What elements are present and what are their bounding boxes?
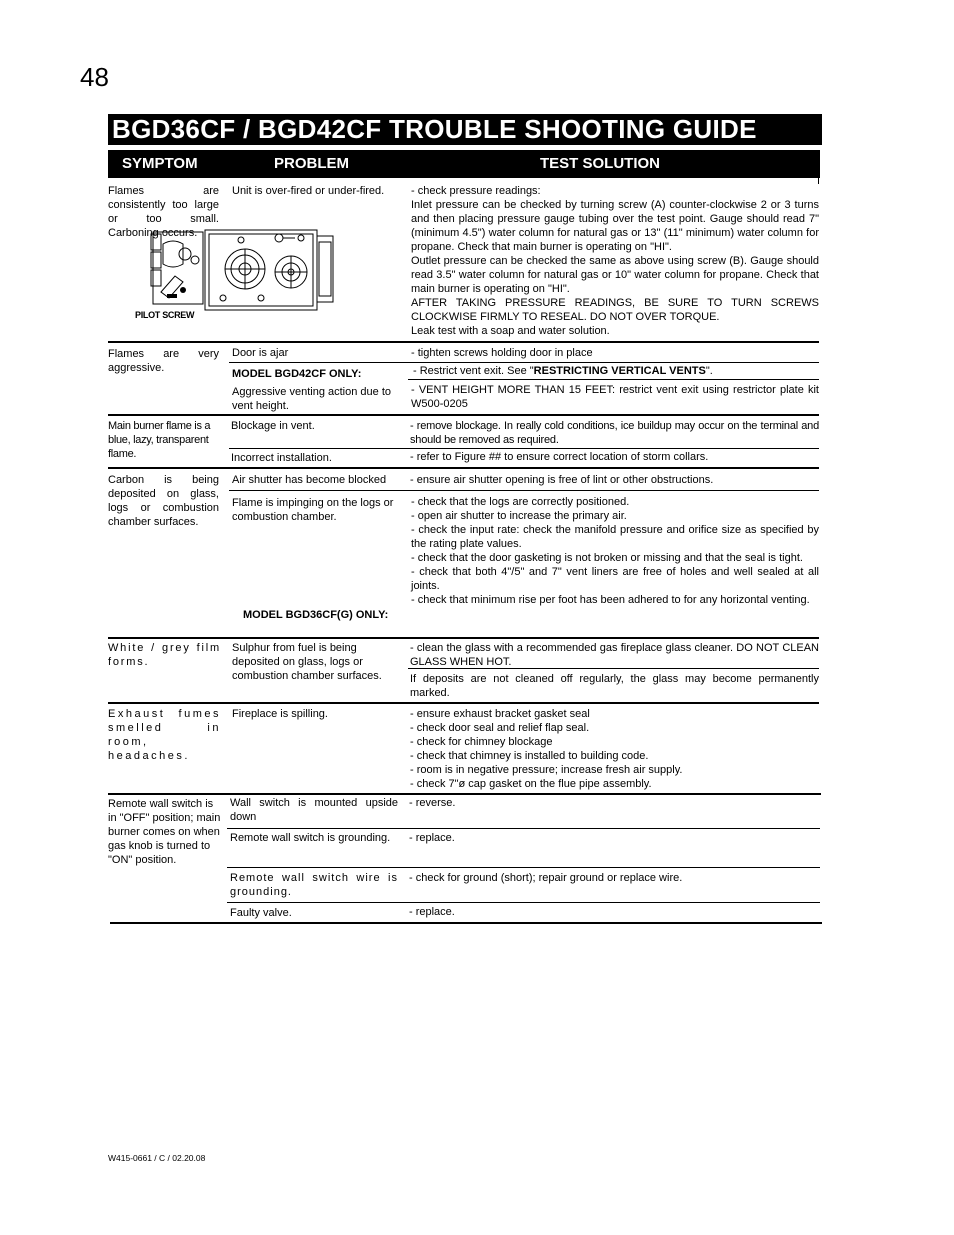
r3-solution-2: - refer to Figure ## to ensure correct location of storm collars. xyxy=(410,451,709,463)
r2-sol2-post: ". xyxy=(705,365,713,377)
page-title: BGD36CF / BGD42CF TROUBLE SHOOTING GUIDE xyxy=(108,114,822,145)
r4-solution-1: - ensure air shutter opening is free of lint or other obstructions. xyxy=(410,474,714,486)
header-solution: TEST SOLUTION xyxy=(540,155,660,172)
sub-divider xyxy=(408,668,819,669)
r7-solution-3: - check for ground (short); repair ground or replace wire. xyxy=(409,872,683,884)
r2-sol2-pre: - Restrict vent exit. See " xyxy=(413,365,534,377)
r7-solution-4: - replace. xyxy=(409,906,455,918)
r4-sol-line: - check the input rate: check the manifold pressure and orifice size as specified by the rating plate values. xyxy=(411,524,819,550)
header-symptom: SYMPTOM xyxy=(122,155,198,172)
r6-sol-line: - room is in negative pressure; increase fresh air supply. xyxy=(410,764,683,776)
r2-model-label: MODEL BGD42CF ONLY: xyxy=(232,368,362,380)
r4-symptom: Carbon is being deposited on glass, logs or combustion chamber surfaces. xyxy=(108,474,219,528)
footer-doc-code: W415-0661 / C / 02.20.08 xyxy=(108,1153,206,1163)
r6-solution xyxy=(410,707,819,791)
r6-sol-line: - check 7"ø cap gasket on the flue pipe assembly. xyxy=(410,778,652,790)
r5-solution-1: - clean the glass with a recommended gas fireplace glass cleaner. DO NOT CLEAN GLASS WHEN HOT. xyxy=(410,642,819,668)
row-divider xyxy=(108,793,821,795)
r2-solution-2 xyxy=(413,364,819,378)
r4-sol-line: - check that the door gasketing is not broken or missing and that the seal is tight. xyxy=(411,552,803,564)
r4-solution-2 xyxy=(411,495,819,607)
row-divider xyxy=(108,414,819,416)
r4-problem-1: Air shutter has become blocked xyxy=(232,474,387,486)
sub-divider xyxy=(227,828,820,829)
row-divider xyxy=(108,637,819,639)
sub-divider xyxy=(227,867,820,868)
sub-divider xyxy=(229,490,819,491)
r6-sol-line: - check for chimney blockage xyxy=(410,736,553,748)
table-bottom xyxy=(110,922,822,924)
r4-problem-2: Flame is impinging on the logs or combustion chamber. xyxy=(232,497,394,523)
r1-sol-line: AFTER TAKING PRESSURE READINGS, BE SURE TO TURN SCREWS CLOCKWISE FIRMLY TO RESEAL. DO NOT OVER TORQUE. xyxy=(411,297,819,323)
r1-symptom: Flames are consistently too large or too small. Carboning occurs. xyxy=(108,185,219,239)
r7-solution-2: - replace. xyxy=(409,832,455,844)
r6-sol-line: - ensure exhaust bracket gasket seal xyxy=(410,708,590,720)
r5-solution-2: If deposits are not cleaned off regularly, the glass may become permanently marked. xyxy=(410,673,819,699)
header-problem: PROBLEM xyxy=(274,155,349,172)
row-divider xyxy=(108,467,819,469)
r4-sol-line: - check that the logs are correctly positioned. xyxy=(411,496,630,508)
r3-symptom: Main burner flame is a blue, lazy, transparent flame. xyxy=(108,420,211,460)
pilot-screw-label: PILOT SCREW xyxy=(135,310,195,320)
sub-divider xyxy=(408,379,819,380)
r1-sol-line: - check pressure readings: xyxy=(411,185,541,197)
r2-problem-1: Door is ajar xyxy=(232,347,289,359)
r3-solution-1: - remove blockage. In really cold conditions, ice buildup may occur on the terminal and should be removed as required. xyxy=(410,420,819,446)
r7-problem-3: Remote wall switch wire is grounding. xyxy=(230,872,398,898)
r1-solution xyxy=(411,184,819,338)
sub-divider xyxy=(229,448,819,449)
r7-solution-1: - reverse. xyxy=(409,797,456,809)
row-divider xyxy=(108,341,819,343)
r2-solution-1: - tighten screws holding door in place xyxy=(411,347,593,359)
r7-problem-4: Faulty valve. xyxy=(230,907,292,919)
r6-sol-line: - check that chimney is installed to building code. xyxy=(410,750,649,762)
row-divider xyxy=(108,702,819,704)
r3-problem-1: Blockage in vent. xyxy=(231,420,315,432)
r7-problem-1: Wall switch is mounted upside down xyxy=(230,797,398,823)
page-number: 48 xyxy=(80,62,109,92)
r1-sol-line: Leak test with a soap and water solution. xyxy=(411,325,610,337)
r1-sol-line: Inlet pressure can be checked by turning screw (A) counter-clockwise 2 or 3 turns and then placing pressure gauge tubing over the test point. Gauge should read 7" (minimum 4.5") water column for natural gas or 13" (11" minimum) water column for propane. Check that main burner is operating on "HI". xyxy=(411,199,819,253)
r2-problem-2: Aggressive venting action due to vent height. xyxy=(232,386,391,412)
r4-sol-line: - check that minimum rise per foot has been adhered to for any horizontal venting. xyxy=(411,594,810,606)
r3-problem-2: Incorrect installation. xyxy=(231,452,332,464)
r4-model-label: MODEL BGD36CF(G) ONLY: xyxy=(243,609,389,621)
sub-divider xyxy=(229,362,819,363)
r2-solution-3: - VENT HEIGHT MORE THAN 15 FEET: restrict vent exit using restrictor plate kit W500-0205 xyxy=(411,384,819,410)
gas-valve-diagram xyxy=(133,224,338,324)
r1-problem: Unit is over-fired or under-fired. xyxy=(232,185,385,197)
r4-sol-line: - check that both 4"/5" and 7" vent liners are free of holes and well sealed at all joints. xyxy=(411,566,819,592)
r6-sol-line: - check door seal and relief flap seal. xyxy=(410,722,590,734)
r6-symptom: Exhaust fumes smelled in room, headaches. xyxy=(108,708,221,762)
r7-problem-2: Remote wall switch is grounding. xyxy=(230,832,391,844)
r1-sol-line: Outlet pressure can be checked the same as above using screw (B). Gauge should read 3.5" water column for natural gas or 10" water column for propane. Check that main burner is operating on "HI". xyxy=(411,255,819,295)
r6-problem: Fireplace is spilling. xyxy=(232,708,328,720)
r4-sol-line: - open air shutter to increase the primary air. xyxy=(411,510,627,522)
r2-symptom: Flames are very aggressive. xyxy=(108,348,219,374)
r2-sol2-bold: RESTRICTING VERTICAL VENTS xyxy=(533,365,706,377)
sub-divider xyxy=(227,902,820,903)
table-header xyxy=(108,150,820,178)
r5-problem: Sulphur from fuel is being deposited on glass, logs or combustion chamber surfaces. xyxy=(232,642,382,682)
r7-symptom: Remote wall switch is in "OFF" position; main burner comes on when gas knob is turned to "ON" position. xyxy=(108,798,221,866)
r5-symptom: White / grey film forms. xyxy=(108,642,221,668)
